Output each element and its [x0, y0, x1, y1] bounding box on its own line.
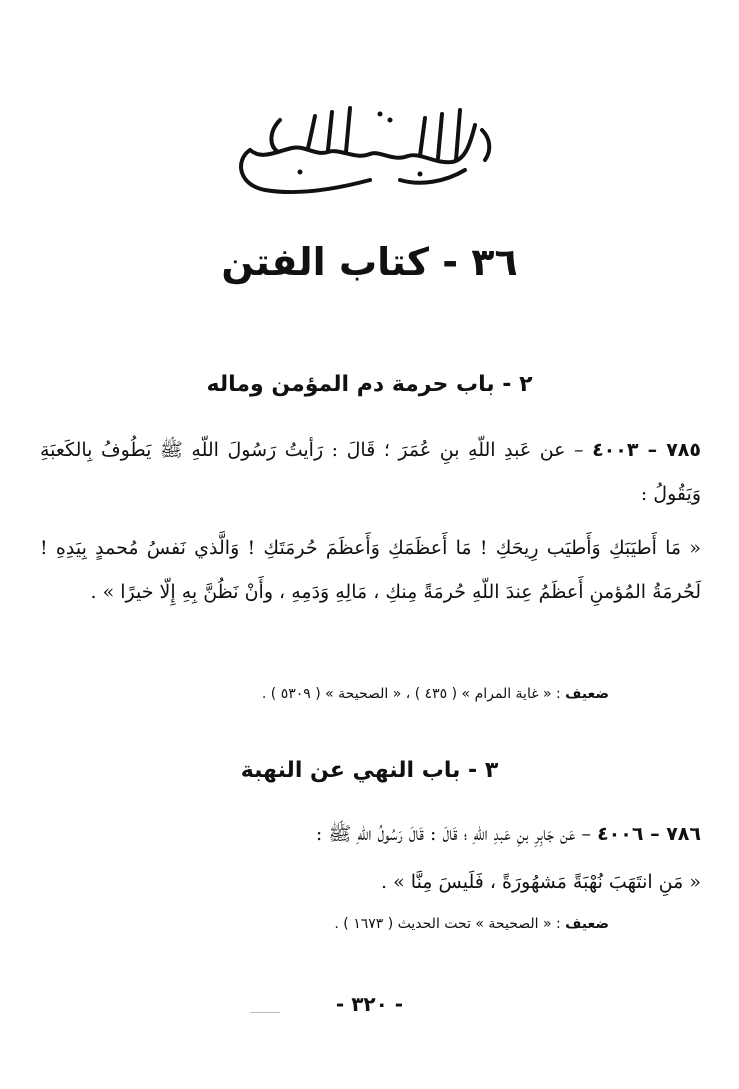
chapter-title-1: ٢ - باب حرمة دم المؤمن وماله: [206, 372, 533, 397]
hadith-matn-785: « مَا أَطيَبَكِ وَأَطيَب رِيحَكِ ! مَا أَعظَمَكِ وَأَعظَمَ حُرمَتَكِ ! وَالَّذي نَفسُ مُحمدٍ بِيَدِهِ ! لَحُرمَةُ المُؤمنِ أَعظَمُ عِندَ اللّهِ حُرمَةً مِنكِ ، مَالِهِ وَدَمِهِ ، وأَنْ نَظُنَّ بِهِ إِلّا خيرًا » .: [40, 537, 701, 603]
hadith-785: [40, 428, 701, 516]
chapter-title-2: ٣ - باب النهي عن النهبة: [240, 758, 499, 783]
book-title: ٣٦ - كتاب الفتن: [221, 240, 518, 284]
basmala-calligraphy-graphic: [220, 90, 510, 200]
basmala-calligraphy: [220, 90, 510, 200]
grading-label: ضعيف: [565, 686, 609, 702]
hadith-number: ٧٨٦ – ٤٠٠٦: [597, 823, 701, 845]
hadith-isnad: – عَن جَابِرِ بنِ عَبدِ اللّهِ ؛ قَالَ : قَالَ رَسُولُ اللّهِ ﷺ :: [315, 823, 592, 845]
grading-sources: : « غاية المرام » ( ٤٣٥ ) ، « الصحيحة » ( ٥٣٠٩ ) .: [261, 686, 561, 702]
grading-786: [40, 916, 609, 932]
grading-785: [40, 686, 609, 702]
hadith-786: [40, 812, 701, 856]
hadith-isnad: – عن عَبدِ اللّهِ بنِ عُمَرَ ؛ قَالَ : رَأيتُ رَسُولَ اللّهِ ﷺ يَطُوفُ بِالكَعبَةِ وَيَقُولُ :: [40, 439, 701, 505]
grading-label: ضعيف: [565, 916, 609, 932]
hadith-matn-786: « مَنِ انتَهَبَ نُهْبَةً مَشهُورَةً ، فَلَيسَ مِنَّا » .: [381, 871, 701, 893]
page-number: - ٣٢٠ -: [335, 992, 404, 1016]
hadith-number: ٧٨٥ – ٤٠٠٣: [592, 439, 701, 461]
grading-sources: : « الصحيحة » تحت الحديث ( ١٦٧٣ ) .: [334, 916, 561, 932]
